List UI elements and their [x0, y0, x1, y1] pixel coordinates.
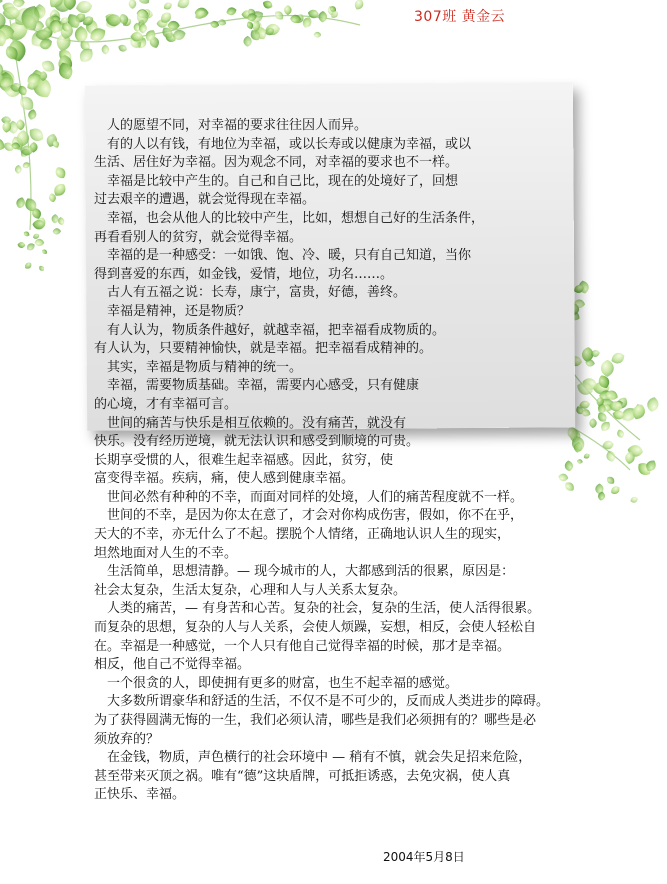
essay-line: 其实，幸福是物质与精神的统一。: [94, 359, 303, 375]
leaf-shape: [25, 242, 36, 252]
essay-line: 坦然地面对人生的不幸。: [94, 545, 238, 561]
essay-line: 幸福，需要物质基础。幸福，需要内心感受，只有健康: [94, 378, 420, 394]
essay-line: 而复杂的思想，复杂的人与人关系，会使人烦躁，妄想，相反，会使人轻松自: [94, 620, 537, 636]
essay-line: 幸福是精神，还是物质？: [94, 303, 251, 319]
leaf-shape: [13, 0, 25, 7]
essay-line: 甚至带来灭顶之祸。唯有“德”这块盾牌，可抵拒诱惑，去免灾祸，使人真: [94, 768, 511, 784]
essay-line: 大多数所谓豪华和舒适的生活，不仅不是不可少的，反而成人类进步的障碍。: [94, 694, 550, 710]
essay-line: 再看看别人的贫穷，就会觉得幸福。: [94, 229, 303, 245]
essay-line: 一个很贪的人，即使拥有更多的财富，也生不起幸福的感觉。: [94, 675, 459, 691]
leaf-shape: [23, 261, 33, 270]
essay-line: 长期享受惯的人，很难生起幸福感。因此，贫穷，使: [94, 452, 394, 468]
essay-line: 幸福是比较中产生的。自己和自己比，现在的处境好了，回想: [94, 173, 459, 189]
leaf-shape: [284, 5, 292, 15]
leaf-shape: [34, 238, 44, 246]
leaf-shape: [15, 196, 26, 209]
essay-date: 2004年5月8日: [383, 850, 465, 864]
essay-line: 幸福的是一种感受：一如饿、饱、冷、暖，只有自己知道，当你: [94, 248, 472, 264]
essay-line: 的心境，才有幸福可言。: [94, 396, 238, 412]
essay-line: 幸福，也会从他人的比较中产生，比如，想想自己好的生活条件，: [94, 210, 485, 226]
essay-line: 有人认为，只要精神愉快，就是幸福。把幸福看成精神的。: [94, 341, 433, 357]
essay-line: 世间的痛苦与快乐是相互依赖的。没有痛苦，就没有: [94, 415, 407, 431]
essay-line: 有的人以有钱，有地位为幸福，或以长寿或以健康为幸福，或以: [94, 136, 472, 152]
leaf-shape: [75, 26, 88, 43]
essay-line: 富变得幸福。疾病，痛，使人感到健康幸福。: [94, 471, 355, 487]
leaf-shape: [261, 0, 273, 10]
essay-line: 世间必然有种种的不幸，而面对同样的处境，人们的痛苦程度就不一样。: [94, 489, 524, 505]
essay-line: 过去艰辛的遭遇，就会觉得现在幸福。: [94, 192, 316, 208]
leaf-shape: [23, 230, 31, 237]
leaf-shape: [53, 165, 68, 181]
essay-line: 有人认为，物质条件越好，就越幸福，把幸福看成物质的。: [94, 322, 446, 338]
leaf-shape: [243, 36, 251, 47]
leaf-shape: [175, 0, 191, 11]
leaf-shape: [129, 0, 137, 9]
leaf-shape: [40, 58, 57, 74]
leaf-shape: [57, 216, 65, 225]
leaf-shape: [117, 43, 128, 53]
essay-line: 世间的不幸，是因为你太在意了，才会对你构成伤害，假如，你不在乎，: [94, 508, 524, 524]
leaf-shape: [26, 125, 46, 144]
essay-line: 在金钱，物质，声色横行的社会环境中 — 稍有不慎，就会失足招来危险，: [94, 750, 532, 766]
essay-body: [94, 117, 654, 805]
essay-line: 为了获得圆满无悔的一生，我们必须认清，哪些是我们必须拥有的？哪些是必: [94, 713, 537, 728]
leaf-shape: [102, 45, 110, 55]
leaf-shape: [135, 0, 152, 7]
leaf-shape: [314, 32, 322, 38]
leaf-shape: [162, 1, 173, 11]
leaf-shape: [353, 0, 365, 11]
essay-line: 人的愿望不同，对幸福的要求往往因人而异。: [94, 118, 368, 133]
leaf-shape: [75, 0, 93, 14]
leaf-shape: [225, 6, 237, 16]
essay-line: 生活、居住好为幸福。因为观念不同，对幸福的要求也不一样。: [94, 155, 459, 171]
essay-line: 天大的不幸，亦无什么了不起。摆脱个人情绪，正确地认识人生的现实，: [94, 527, 511, 543]
essay-line: 生活简单，思想清静。— 现今城市的人，大都感到活的很累，原因是：: [94, 564, 515, 580]
leaf-shape: [17, 242, 25, 248]
essay-line: 正快乐、幸福。: [94, 787, 186, 803]
essay-line: 相反，他自己不觉得幸福。: [94, 657, 251, 673]
essay-line: 快乐。没有经历逆境，就无法认识和感受到顺境的可贵。: [94, 434, 420, 450]
leaf-shape: [51, 214, 58, 224]
leaf-shape: [38, 265, 45, 273]
author-label: 307班 黄金云: [414, 9, 506, 25]
essay-line: 人类的痛苦，— 有身苦和心苦。复杂的社会，复杂的生活，使人活得很累。: [94, 601, 541, 617]
essay-line: 得到喜爱的东西，如金钱，爱情，地位，功名……。: [94, 266, 394, 282]
leaf-shape: [27, 108, 38, 120]
leaf-shape: [15, 165, 22, 174]
leaf-shape: [318, 11, 327, 23]
essay-line: 在。幸福是一种感觉，一个人只有他自己觉得幸福的时候，那才是幸福。: [94, 638, 511, 654]
essay-line: 须放弃的？: [94, 731, 160, 747]
essay-line: 社会太复杂，生活太复杂，心理和人与人关系太复杂。: [94, 582, 407, 598]
essay-line: 古人有五福之说：长寿，康宁，富贵，好德，善终。: [94, 285, 407, 301]
leaf-shape: [41, 248, 48, 255]
leaf-shape: [53, 228, 62, 235]
